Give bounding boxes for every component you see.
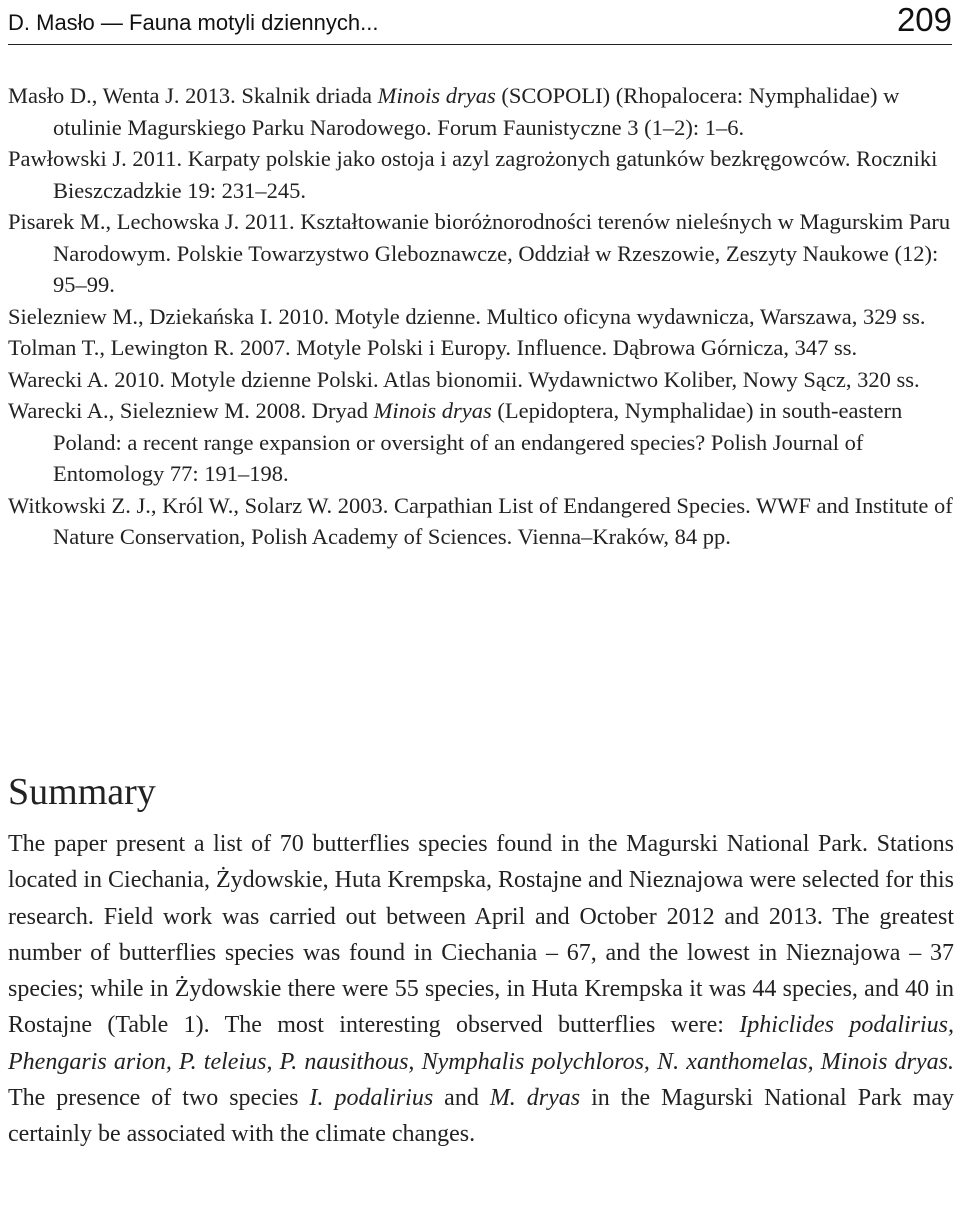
reference-entry — [8, 490, 954, 553]
italic-text-segment: M. dryas — [489, 1085, 581, 1112]
text-segment: Warecki A. 2010. Motyle dzienne Polski. Atlas bionomii. Wydawnictwo Koliber, Nowy Sącz, 320 ss. — [8, 366, 920, 392]
reference-entry — [8, 301, 954, 333]
page-number: 209 — [896, 1, 952, 38]
running-title: D. Masło — Fauna motyli dziennych... — [8, 10, 379, 35]
text-segment: Pawłowski J. 2011. Karpaty polskie jako ostoja i azyl zagrożonych gatunków bezkręgowców. Roczniki Bieszczadzkie 19: 231–245. — [8, 146, 938, 203]
text-segment: Witkowski Z. J., Król W., Solarz W. 2003. Carpathian List of Endangered Species. WWF and Institute of Nature Conservation, Polish Academy of Sciences. Vienna–Kraków, 84 pp. — [8, 492, 953, 549]
reference-entry — [8, 143, 954, 206]
text-segment: Warecki A., Sielezniew M. 2008. Dryad — [8, 398, 374, 423]
reference-entry — [8, 395, 954, 490]
page-header — [8, 0, 952, 45]
text-segment: The paper present a list of 70 butterflies species found in the Magurski National Park. Stations located in Ciechania, Żydowskie, Huta Krempska, Rostajne and Nieznajowa were selected for this research. Field work was carried out between April and October 2012 and 2013. The greatest number of butterflies species was found in Ciechania – 67, and the lowest in Nieznajowa – 37 species; while in Żydowskie there were 55 species, in Huta Krempska it was 44 species, and 40 in Rostajne (Table 1). The most interesting observed butterflies were: — [8, 831, 954, 1039]
reference-entry — [8, 206, 954, 301]
italic-text-segment: Minois dryas — [373, 398, 492, 423]
reference-entry — [8, 80, 954, 143]
text-segment: and — [433, 1085, 490, 1112]
reference-list — [8, 80, 954, 553]
text-segment: Masło D., Wenta J. 2013. Skalnik driada — [8, 83, 378, 108]
text-segment: (Lepidoptera, Nymphalidae) in south-eastern Poland: a recent range expansion or oversight of an endangered species? Polish Journal of Entomology 77: 191–198. — [53, 398, 903, 486]
reference-entry — [8, 332, 954, 364]
italic-text-segment: I. podalirius — [309, 1085, 434, 1112]
text-segment: Tolman T., Lewington R. 2007. Motyle Polski i Europy. Influence. Dąbrowa Górnicza, 347 ss. — [8, 335, 858, 360]
text-segment: The presence of two species — [8, 1085, 310, 1112]
summary-heading: Summary — [8, 771, 156, 813]
italic-text-segment: Iphiclides podalirius, Phengaris arion, P. teleius, P. nausithous, Nymphalis polychloros, N. xanthomelas, Minois dryas. — [8, 1012, 955, 1075]
italic-text-segment: Minois dryas — [377, 83, 496, 108]
reference-entry — [8, 364, 954, 396]
text-segment: Sielezniew M., Dziekańska I. 2010. Motyle dzienne. Multico oficyna wydawnicza, Warszawa, 329 ss. — [8, 303, 926, 329]
text-segment: Pisarek M., Lechowska J. 2011. Kształtowanie bioróżnorodności terenów nieleśnych w Magurskim Paru Narodowym. Polskie Towarzystwo Gleboznawcze, Oddział w Rzeszowie, Zeszyty Naukowe (12): 95–99. — [8, 209, 951, 297]
text-segment: in the Magurski National Park may certainly be associated with the climate changes. — [8, 1085, 955, 1148]
text-segment: (SCOPOLI) (Rhopalocera: Nymphalidae) w otulinie Magurskiego Parku Narodowego. Forum Faunistyczne 3 (1–2): 1–6. — [53, 83, 900, 140]
summary-paragraph — [8, 826, 954, 1153]
